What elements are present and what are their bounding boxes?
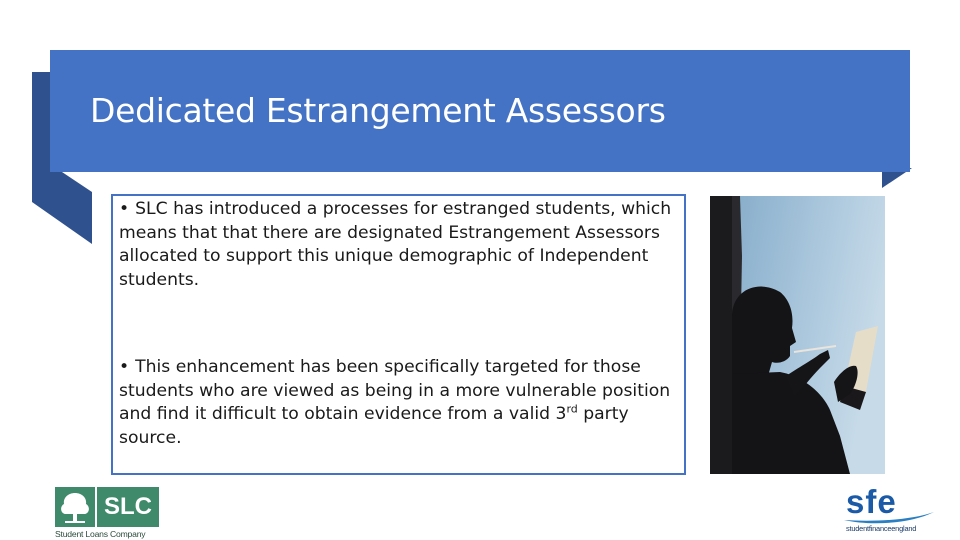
bullet-text: This enhancement has been specifically targeted for those students who are viewed as being in a more vulnerable position and find it difficult to obtain evidence from a valid 3 [119, 357, 671, 424]
tree-icon [55, 487, 95, 527]
bullet-text-end: party source. [119, 404, 629, 448]
student-silhouette-photo [710, 196, 885, 474]
sfe-caption: studentfinanceengland [846, 524, 917, 533]
bullet-marker: • [119, 357, 130, 377]
sfe-mark: sfe [846, 483, 897, 520]
bullet-text: SLC has introduced a processes for estranged students, which means that that there are designated Estrangement Assessors allocated to support this unique demographic of Independent students. [119, 199, 672, 290]
ordinal-superscript: rd [566, 402, 578, 416]
slc-mark: SLC [97, 487, 159, 527]
bullet-item [119, 198, 687, 292]
slc-caption: Student Loans Company [55, 529, 146, 539]
bullet-marker: • [119, 199, 130, 219]
bullet-item [119, 356, 687, 450]
bullet-content-box [111, 194, 686, 475]
slc-logo [55, 487, 161, 539]
title-banner [50, 50, 910, 172]
sfe-logo [840, 484, 940, 538]
slide-title: Dedicated Estrangement Assessors [90, 91, 666, 130]
